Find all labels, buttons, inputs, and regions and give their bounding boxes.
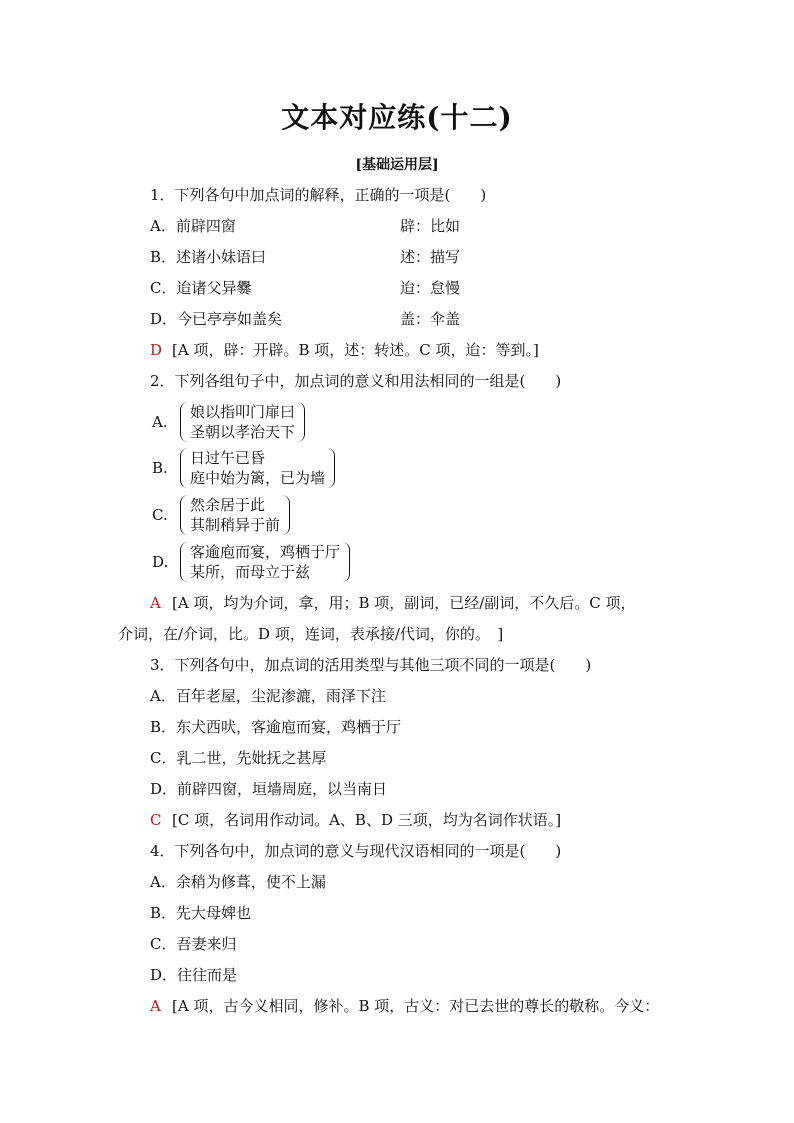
q2-option-b-brace xyxy=(180,448,335,488)
q3-option-b: B．东犬西吠，客逾庖而宴，鸡栖于厅 xyxy=(150,718,402,736)
q2-option-c-line1: 然余居于此 xyxy=(190,496,266,514)
q1-option-c-gloss: 迨：怠慢 xyxy=(400,279,461,297)
q1-stem: 1．下列各句中加点词的解释，正确的一项是( ) xyxy=(150,186,487,204)
q4-explanation: [A 项，古今义相同，修补。B 项，古义：对已去世的尊长的敬称。今义： xyxy=(172,997,660,1015)
q2-option-d-label: D. xyxy=(152,553,169,571)
q4-answer: A xyxy=(150,997,161,1015)
q2-option-b-label: B. xyxy=(152,459,168,477)
q3-explanation: [C 项，名词用作动词。A、B、D 三项，均为名词作状语。] xyxy=(172,811,562,829)
q2-option-b xyxy=(152,448,335,488)
q1-answer: D xyxy=(150,341,163,359)
q2-option-c-line2: 其制稍异于前 xyxy=(190,516,281,534)
q1-option-d: D．今已亭亭如盖矣 xyxy=(150,310,283,328)
q2-answer-line xyxy=(150,593,636,613)
q1-option-b: B．述诸小妹语曰 xyxy=(150,248,267,266)
q2-option-a xyxy=(152,402,305,442)
q2-option-a-brace xyxy=(180,402,305,442)
q2-option-b-line2: 庭中始为篱，已为墙 xyxy=(190,469,326,487)
q3-answer-line xyxy=(150,810,561,830)
q2-option-a-line1: 娘以指叩门扉曰 xyxy=(190,403,296,421)
q2-option-d-brace xyxy=(180,542,350,582)
q2-stem: 2．下列各组句子中，加点词的意义和用法相同的一组是( ) xyxy=(150,372,562,390)
q1-explanation: [A 项，辟：开辟。B 项，述：转述。C 项，迨：等到。] xyxy=(172,341,539,359)
q1-option-a: A．前辟四窗 xyxy=(150,217,236,235)
q3-option-d: D．前辟四窗，垣墙周庭，以当南日 xyxy=(150,780,388,798)
section-heading: [基础运用层] xyxy=(355,157,439,173)
q2-option-d-line2: 某所，而母立于兹 xyxy=(190,563,311,581)
q2-option-c xyxy=(152,495,290,535)
q2-answer: A xyxy=(150,594,161,612)
q2-explanation-2: 介词，在/介词，比。D 项，连词，表承接/代词，你的。 ] xyxy=(118,625,504,643)
q2-option-c-label: C. xyxy=(152,506,168,524)
q4-stem: 4．下列各句中，加点词的意义与现代汉语相同的一项是( ) xyxy=(150,842,562,860)
q3-answer: C xyxy=(150,811,162,829)
q1-option-a-gloss: 辟：比如 xyxy=(400,217,461,235)
q1-option-c: C．迨诸父异爨 xyxy=(150,279,252,297)
q3-option-c: C．乳二世，先妣抚之甚厚 xyxy=(150,749,327,767)
q4-option-a: A．余稍为修葺，使不上漏 xyxy=(150,873,326,891)
q1-answer-line xyxy=(150,340,539,360)
q2-option-d-line1: 客逾庖而宴，鸡栖于厅 xyxy=(190,543,341,561)
q3-stem: 3．下列各句中，加点词的活用类型与其他三项不同的一项是( ) xyxy=(150,656,592,674)
q2-option-a-label: A. xyxy=(152,413,168,431)
q1-option-d-gloss: 盖：伞盖 xyxy=(400,310,461,328)
page-title: 文本对应练(十二) xyxy=(281,101,513,134)
q4-option-d: D．往往而是 xyxy=(150,966,238,984)
q2-option-b-line1: 日过午已昏 xyxy=(190,449,266,467)
q4-option-b: B．先大母婢也 xyxy=(150,904,252,922)
q1-option-b-gloss: 述：描写 xyxy=(400,248,461,266)
q2-option-c-brace xyxy=(180,495,290,535)
q3-option-a: A．百年老屋，尘泥渗漉，雨泽下注 xyxy=(150,687,386,705)
q2-explanation-1: [A 项，均为介词，拿，用；B 项，副词，已经/副词，不久后。C 项， xyxy=(172,594,636,612)
q4-option-c: C．吾妻来归 xyxy=(150,935,237,953)
q2-option-d xyxy=(152,542,350,582)
q2-option-a-line2: 圣朝以孝治天下 xyxy=(190,423,296,441)
q4-answer-line xyxy=(150,996,659,1016)
